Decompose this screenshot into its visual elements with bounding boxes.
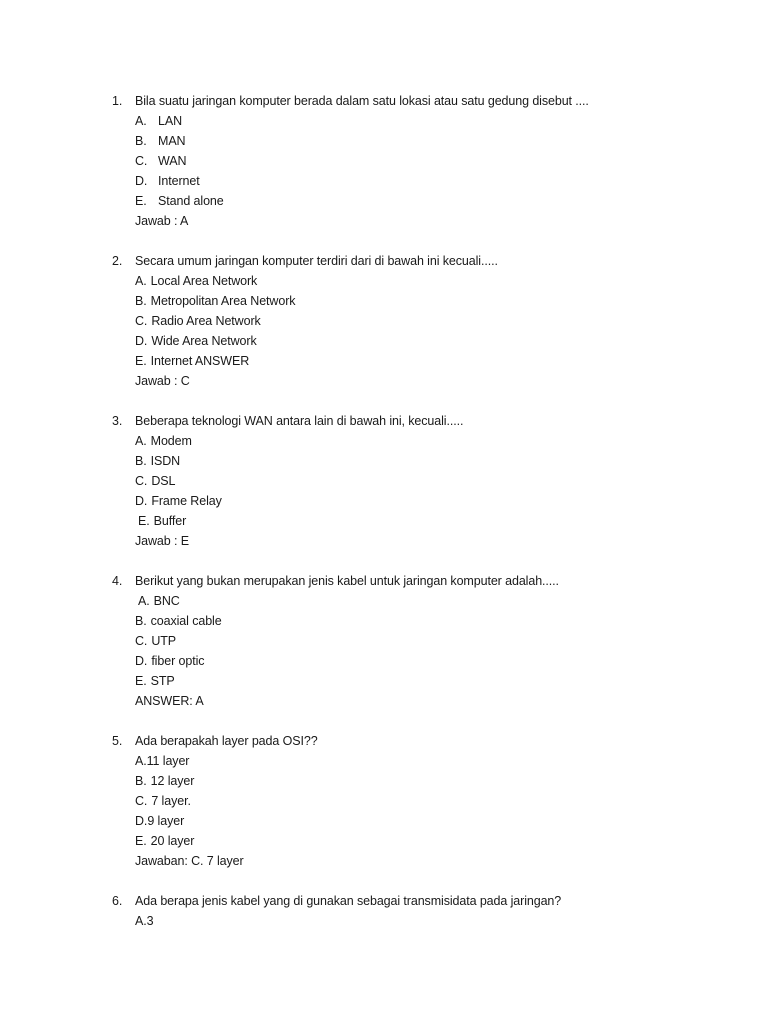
answer-line: Jawaban: C. 7 layer bbox=[135, 854, 244, 868]
question-text: Secara umum jaringan komputer terdiri dari di bawah ini kecuali..... bbox=[135, 254, 498, 268]
answer-line: Jawab : A bbox=[135, 214, 189, 228]
option-text: Internet bbox=[158, 174, 200, 188]
options-list bbox=[135, 911, 732, 931]
option-text: Radio Area Network bbox=[151, 314, 261, 328]
option-c bbox=[135, 471, 732, 491]
question-6 bbox=[112, 891, 732, 931]
question-4-line bbox=[112, 571, 732, 591]
option-text: WAN bbox=[158, 154, 187, 168]
option-text: STP bbox=[150, 674, 175, 688]
options-list bbox=[135, 591, 732, 711]
option-text: 3 bbox=[146, 914, 154, 928]
question-text: Ada berapakah layer pada OSI?? bbox=[135, 734, 318, 748]
option-c bbox=[135, 151, 732, 171]
options-list bbox=[135, 271, 732, 391]
option-letter: A. bbox=[135, 114, 147, 128]
answer-line: Jawab : E bbox=[135, 534, 189, 548]
option-letter: E. bbox=[138, 514, 150, 528]
option-e bbox=[135, 351, 732, 371]
question-number: 5. bbox=[112, 734, 123, 748]
option-d bbox=[135, 171, 732, 191]
question-2-line bbox=[112, 251, 732, 271]
option-a bbox=[135, 751, 732, 771]
option-text: 7 layer. bbox=[151, 794, 191, 808]
option-text: 11 layer bbox=[146, 754, 190, 768]
option-b bbox=[135, 451, 732, 471]
question-number: 6. bbox=[112, 894, 123, 908]
question-3-line bbox=[112, 411, 732, 431]
option-text: Metropolitan Area Network bbox=[150, 294, 296, 308]
option-letter: E. bbox=[135, 194, 147, 208]
option-a bbox=[135, 111, 732, 131]
option-letter: A. bbox=[135, 274, 147, 288]
question-6-line bbox=[112, 891, 732, 911]
question-2 bbox=[112, 251, 732, 391]
option-text: DSL bbox=[151, 474, 176, 488]
option-text: Wide Area Network bbox=[151, 334, 257, 348]
question-number: 1. bbox=[112, 94, 123, 108]
option-text: Internet ANSWER bbox=[150, 354, 250, 368]
option-letter: E. bbox=[135, 674, 147, 688]
option-e bbox=[135, 191, 732, 211]
question-text: Berikut yang bukan merupakan jenis kabel untuk jaringan komputer adalah..... bbox=[135, 574, 559, 588]
option-letter: C. bbox=[135, 794, 148, 808]
option-letter: A. bbox=[135, 914, 147, 928]
option-letter: B. bbox=[135, 614, 147, 628]
option-d bbox=[135, 651, 732, 671]
option-text: fiber optic bbox=[151, 654, 205, 668]
option-letter: D. bbox=[135, 814, 148, 828]
option-e bbox=[135, 511, 732, 531]
question-text: Bila suatu jaringan komputer berada dalam satu lokasi atau satu gedung disebut .... bbox=[135, 94, 589, 108]
option-text: LAN bbox=[158, 114, 183, 128]
option-letter: E. bbox=[135, 834, 147, 848]
option-text: 9 layer bbox=[147, 814, 185, 828]
option-text: coaxial cable bbox=[150, 614, 222, 628]
option-a bbox=[135, 431, 732, 451]
option-text: Modem bbox=[150, 434, 192, 448]
option-d bbox=[135, 811, 732, 831]
option-d bbox=[135, 331, 732, 351]
option-letter: A. bbox=[135, 434, 147, 448]
question-text: Beberapa teknologi WAN antara lain di bawah ini, kecuali..... bbox=[135, 414, 464, 428]
options-list bbox=[135, 751, 732, 871]
option-text: UTP bbox=[151, 634, 177, 648]
option-b bbox=[135, 611, 732, 631]
options-list bbox=[135, 111, 732, 231]
option-c bbox=[135, 631, 732, 651]
option-letter: D. bbox=[135, 654, 148, 668]
option-text: ISDN bbox=[150, 454, 181, 468]
option-letter: E. bbox=[135, 354, 147, 368]
option-e bbox=[135, 671, 732, 691]
option-letter: C. bbox=[135, 474, 148, 488]
question-5 bbox=[112, 731, 732, 871]
option-text: Buffer bbox=[153, 514, 187, 528]
question-5-line bbox=[112, 731, 732, 751]
option-a bbox=[135, 271, 732, 291]
options-list bbox=[135, 431, 732, 551]
option-text: BNC bbox=[153, 594, 180, 608]
option-letter: C. bbox=[135, 314, 148, 328]
option-letter: B. bbox=[135, 134, 147, 148]
option-letter: D. bbox=[135, 174, 148, 188]
question-number: 3. bbox=[112, 414, 123, 428]
answer-line: Jawab : C bbox=[135, 374, 190, 388]
question-number: 4. bbox=[112, 574, 123, 588]
option-letter: C. bbox=[135, 634, 148, 648]
option-letter: B. bbox=[135, 774, 147, 788]
question-1-line bbox=[112, 91, 732, 111]
option-text: MAN bbox=[158, 134, 186, 148]
option-b bbox=[135, 131, 732, 151]
option-e bbox=[135, 831, 732, 851]
option-c bbox=[135, 791, 732, 811]
option-text: Local Area Network bbox=[150, 274, 258, 288]
option-text: 20 layer bbox=[150, 834, 195, 848]
option-c bbox=[135, 311, 732, 331]
question-3 bbox=[112, 411, 732, 551]
question-number: 2. bbox=[112, 254, 123, 268]
option-b bbox=[135, 771, 732, 791]
option-text: Frame Relay bbox=[151, 494, 222, 508]
option-a bbox=[135, 911, 732, 931]
question-4 bbox=[112, 571, 732, 711]
question-text: Ada berapa jenis kabel yang di gunakan sebagai transmisidata pada jaringan? bbox=[135, 894, 562, 908]
option-b bbox=[135, 291, 732, 311]
option-letter: A. bbox=[135, 754, 147, 768]
option-letter: D. bbox=[135, 494, 148, 508]
option-text: Stand alone bbox=[158, 194, 224, 208]
option-letter: B. bbox=[135, 294, 147, 308]
option-letter: D. bbox=[135, 334, 148, 348]
option-letter: C. bbox=[135, 154, 148, 168]
question-1 bbox=[112, 91, 732, 231]
option-letter: B. bbox=[135, 454, 147, 468]
option-text: 12 layer bbox=[150, 774, 195, 788]
option-d bbox=[135, 491, 732, 511]
option-letter: A. bbox=[138, 594, 150, 608]
option-a bbox=[135, 591, 732, 611]
answer-line: ANSWER: A bbox=[135, 694, 204, 708]
